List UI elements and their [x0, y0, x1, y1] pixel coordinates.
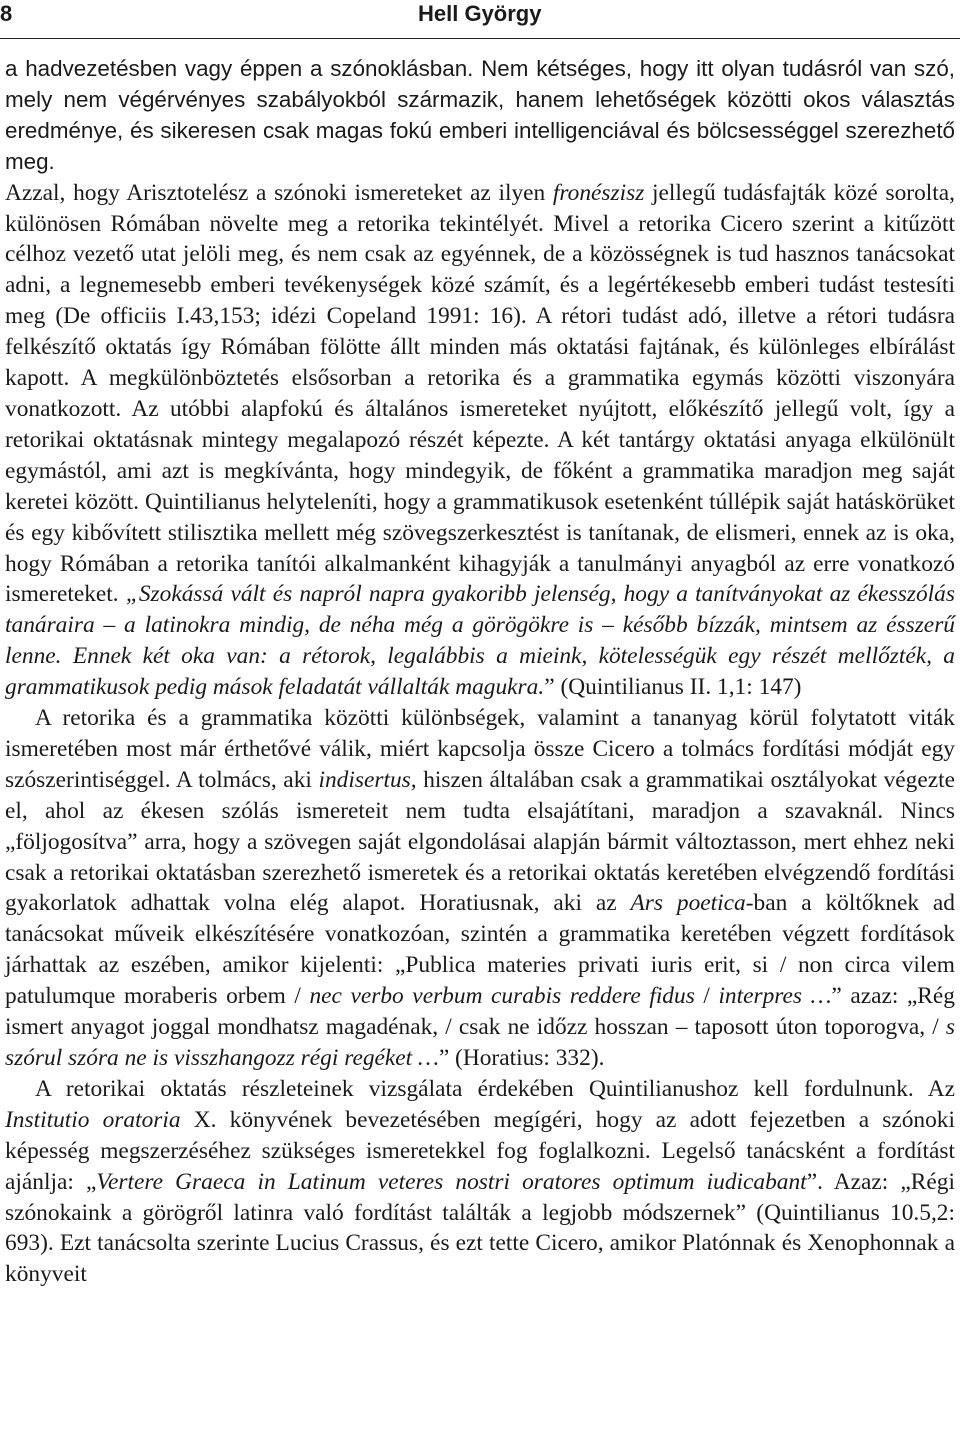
text-segment: hiszen általában csak a grammatikai osztályokat végezte el, ahol az ékesen szólás ismereteit nem tudta elsajátítani, maradjon a szavaknál. Nincs „följogosítva” arra, hogy a szövegen saját elgondolásai alapján bármit változtasson, mert ehhez neki csak a retorikai oktatásban szerezhető ismeretek és a retorikai oktatás keretében elvégzendő fordítási gyakorlatok adhattak volna elég alapot. Horatiusnak, aki az [5, 766, 955, 917]
text-segment: / [694, 983, 719, 1010]
italic-text-segment: fronészisz [552, 179, 645, 206]
text-segment: a hadvezetésben vagy éppen a szónoklásban. Nem kétséges, hogy itt olyan tudásról van szó, mely nem végérvényes szabályokból származik, hanem lehetőségek közötti okos választás eredménye, és sikeresen csak magas fokú emberi intelligenciával és bölcsességgel szerezhető meg. [5, 56, 955, 174]
italic-text-segment: s szórul szóra ne is visszhangozz régi regéket … [5, 1014, 955, 1071]
paragraph [5, 703, 955, 1074]
running-header [0, 0, 960, 39]
running-head-author: Hell György [418, 1, 542, 26]
italic-text-segment: nec verbo verbum curabis reddere fidus [309, 983, 695, 1010]
paragraph [5, 54, 955, 178]
paragraph [5, 178, 955, 703]
italic-text-segment: indisertus, [318, 766, 417, 793]
text-segment: ” (Horatius: 332). [438, 1045, 605, 1071]
text-segment: -ban a költőknek ad tanácsokat műveik elkészítésére vonatkozóan, szintén a grammatika keretében végzett fordítások járhattak az eszében, amikor kijelenti: „Publica materies privati iuris erit, si / non circa vilem patulumque moraberis orbem / [5, 890, 955, 1010]
page-number: 8 [0, 1, 13, 26]
text-segment: A retorikai oktatás részleteinek vizsgálata érdekében Quintilianushoz kell fordulnunk. Az [35, 1075, 955, 1102]
italic-text-segment: Vertere Graeca in Latinum veteres nostri oratores optimum iudicabant [96, 1168, 807, 1195]
body-text [5, 54, 955, 1290]
text-segment: ” (Quintilianus II. 1,1: 147) [544, 674, 802, 701]
text-segment: ”. Azaz: „Régi szónokaink a görögről latinra való fordítást találták a legjobb módszernek” (Quintilianus 10.5,2: 693). Ezt tanácsolta szerinte Lucius Crassus, és ezt tette Cicero, amikor Platónnak és Xenophonnak a könyveit [5, 1168, 955, 1288]
paragraph [5, 1074, 955, 1290]
italic-text-segment: Ars poetica [630, 890, 746, 917]
text-segment: Azzal, hogy Arisztotelész a szónoki ismereteket az ilyen [5, 179, 553, 206]
text-segment: A retorika és a grammatika közötti különbségek, valamint a tananyag körül folytatott viták ismeretében most már érthetővé válik, miért kapcsolja össze Cicero a tolmács fordítási módját egy szószerintiséggel. A tolmács, aki [5, 705, 955, 793]
text-segment: ” azaz: „Rég ismert anyagot joggal mondhatsz magadénak, / csak ne időzz hosszan – taposott úton toporogva, / [5, 983, 955, 1041]
text-segment: X. könyvének bevezetésében megígéri, hogy az adott fejezetben a szónoki képesség megszerzéséhez szükséges ismeretekkel fog foglalkozni. Legelső tanácsként a fordítást ajánlja: „ [5, 1106, 955, 1195]
text-segment: jellegű tudásfajták közé sorolta, különösen Rómában növelte meg a retorika tekintélyét. Mivel a retorika Cicero szerint a kitűzött célhoz vezető utat jelöli meg, és nem csak az egyénnek, de a közösségnek is tud hasznos tanácsokat adni, a legnemesebb emberi tevékenységek közé számít, és a legértékesebb emberi tudást testesíti meg (De officiis I.43,153; idézi Copeland 1991: 16). A rétori tudást adó, illetve a rétori tudásra felkészítő oktatás így Rómában fölötte állt minden más oktatási fajtának, és különleges elbírálást kapott. A megkülönböztetés elsősorban a retorika és a grammatika egymás közötti viszonyára vonatkozott. Az utóbbi alapfokú és általános ismereteket nyújtott, előkészítő jellegű volt, így a retorikai oktatásnak mintegy megalapozó részét képezte. A két tantárgy oktatási anyaga elkülönült egymástól, ami azt is megkívánta, hogy mindegyik, de főként a grammatika maradjon meg saját keretei között. Quintilianus helyteleníti, hogy a grammatikusok esetenként túllépik saját hatáskörüket és egy kibővített stilisztika mellett még szövegszerkesztést is tanítanak, de elismeri, ennek az is oka, hogy Rómában a retorika tanítói alkalmanként kihagyják a tanulmányi anyagból az erre vonatkozó ismereteket. [5, 179, 956, 608]
italic-text-segment: Institutio oratoria [5, 1106, 181, 1133]
italic-text-segment: „Szokássá vált és napról napra gyakoribb jelenség, hogy a tanítványokat az ékesszólás tanáraira – a latinokra mindig, de néha még a görögökre is – később bízzák, mintsem az ésszerű lenne. Ennek két oka van: a rétorok, legalábbis a mieink, kötelességük egy részét mellőzték, a grammatikusok pedig mások feladatát vállalták magukra. [5, 581, 955, 701]
italic-text-segment: interpres … [718, 983, 832, 1010]
